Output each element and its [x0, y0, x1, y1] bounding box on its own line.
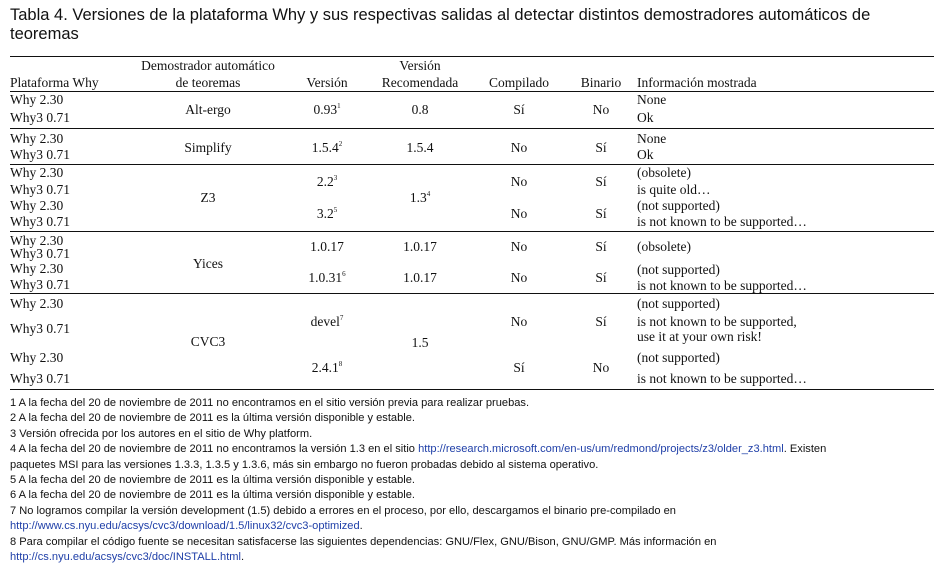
version-cell: [296, 102, 358, 118]
platform-cell: Why 2.30: [10, 165, 64, 180]
version-cell: [296, 270, 358, 286]
version-value: 2.4.1: [311, 360, 339, 375]
platform-cell: Why 2.30: [10, 198, 64, 213]
simplify-rule: [10, 164, 934, 165]
version-value: devel: [310, 314, 340, 329]
recommended-cell: 1.0.17: [403, 239, 437, 254]
footnote-7-after: .: [359, 520, 363, 533]
platform-cell: Why3 0.71: [10, 246, 70, 261]
recommended-value: 1.3: [409, 190, 427, 205]
platform-cell: Why3 0.71: [10, 182, 70, 197]
info-cell: (not supported): [637, 350, 720, 365]
footnote-8-link-line: [10, 550, 930, 565]
info-cell: is not known to be supported…: [637, 278, 807, 293]
binary-cell: Sí: [595, 174, 607, 189]
footnote-2: 2 A la fecha del 20 de noviembre de 2011 es la última versión disponible y estable.: [10, 412, 415, 425]
recommended-cell: 0.8: [411, 102, 429, 117]
prover-cell: Yices: [193, 256, 223, 271]
info-cell: Ok: [637, 110, 654, 125]
info-cell: is not known to be supported…: [637, 214, 807, 229]
compiled-cell: No: [510, 206, 528, 221]
footnote-4-after: . Existen: [783, 443, 827, 456]
binary-cell: No: [592, 102, 610, 117]
version-cell: [296, 140, 358, 156]
version-value: 0.93: [313, 102, 338, 117]
footnote-ref: 6: [342, 270, 346, 278]
footnote-ref: 4: [426, 190, 431, 198]
table-caption: Tabla 4. Versiones de la plataforma Why y sus respectivas salidas al detectar distintos demostradores automáticos de teoremas: [10, 6, 871, 43]
platform-cell: Why3 0.71: [10, 321, 70, 336]
header-recommended-line2: Recomendada: [381, 75, 459, 90]
recommended-cell: 1.5.4: [406, 140, 434, 155]
header-recommended-line1: Versión: [399, 58, 441, 73]
header-version: Versión: [306, 75, 348, 90]
info-cell: (obsolete): [637, 165, 691, 180]
footnote-8: 8 Para compilar el código fuente se necesitan satisfacerse las siguientes dependencias: GNU/Flex, GNU/Bison, GNU/GMP. Más información en: [10, 535, 717, 548]
version-value: 2.2: [316, 174, 334, 189]
z3-older-link[interactable]: http://research.microsoft.com/en-us/um/redmond/projects/z3/older_z3.html: [418, 443, 784, 456]
platform-cell: Why3 0.71: [10, 371, 70, 386]
footnote-ref: 7: [339, 314, 344, 322]
footnote-ref: 1: [337, 102, 341, 110]
recommended-cell: 1.5: [411, 335, 429, 350]
header-info: Información mostrada: [637, 75, 757, 90]
info-cell: (not supported): [637, 198, 720, 213]
version-cell: [296, 360, 358, 376]
info-cell: (not supported): [637, 296, 720, 311]
header-rule: [10, 91, 934, 92]
bottom-rule: [10, 389, 934, 390]
z3-rule: [10, 231, 934, 232]
version-cell: [296, 174, 358, 190]
header-platform: Plataforma Why: [10, 75, 99, 90]
binary-cell: No: [592, 360, 610, 375]
header-prover-line1: Demostrador automático: [141, 58, 275, 73]
recommended-cell: 1.0.17: [403, 270, 437, 285]
compiled-cell: No: [510, 270, 528, 285]
compiled-cell: No: [510, 174, 528, 189]
version-cell: 1.0.17: [310, 239, 344, 254]
header-compiled: Compilado: [489, 75, 549, 90]
footnote-6: 6 A la fecha del 20 de noviembre de 2011 es la última versión disponible y estable.: [10, 489, 415, 502]
binary-cell: Sí: [595, 140, 607, 155]
version-value: 1.0.31: [308, 270, 343, 285]
footnote-5: 5 A la fecha del 20 de noviembre de 2011 es la última versión disponible y estable.: [10, 474, 415, 487]
prover-cell: Alt-ergo: [185, 102, 231, 117]
platform-cell: Why 2.30: [10, 296, 64, 311]
platform-cell: Why 2.30: [10, 261, 64, 276]
footnote-ref: 8: [338, 360, 343, 368]
compiled-cell: Sí: [513, 360, 525, 375]
binary-cell: Sí: [595, 314, 607, 329]
info-cell: Ok: [637, 147, 654, 162]
recommended-cell: [370, 190, 470, 206]
footnotes: [10, 396, 930, 565]
header-binary: Binario: [580, 75, 622, 90]
platform-cell: Why 2.30: [10, 350, 64, 365]
prover-cell: Simplify: [184, 140, 232, 155]
version-cell: [296, 314, 358, 330]
footnote-7: 7 No logramos compilar la versión development (1.5) debido a errores en el proceso, por ello, descargamos el binario pre-compilado en: [10, 504, 676, 517]
cvc3-install-link[interactable]: http://cs.nyu.edu/acsys/cvc3/doc/INSTALL.html: [10, 551, 242, 564]
header-prover-line2: de teoremas: [175, 75, 241, 90]
info-cell: is not known to be supported…: [637, 371, 807, 386]
version-value: 3.2: [316, 206, 334, 221]
footnote-4: [10, 442, 930, 457]
platform-cell: Why3 0.71: [10, 277, 70, 292]
platform-cell: Why3 0.71: [10, 214, 70, 229]
version-value: 1.5.4: [311, 140, 339, 155]
binary-cell: Sí: [595, 239, 607, 254]
info-cell: is not known to be supported,: [637, 314, 797, 329]
platform-cell: Why 2.30: [10, 131, 64, 146]
info-cell: (not supported): [637, 262, 720, 277]
info-cell: None: [637, 92, 667, 107]
info-cell: (obsolete): [637, 239, 691, 254]
compiled-cell: No: [510, 314, 528, 329]
footnote-1: 1 A la fecha del 20 de noviembre de 2011 no encontramos en el sitio versión previa para realizar pruebas.: [10, 397, 530, 409]
altergo-rule: [10, 128, 934, 129]
compiled-cell: No: [510, 239, 528, 254]
footnote-4-text: 4 A la fecha del 20 de noviembre de 2011 no encontramos la versión 1.3 en el sitio: [10, 443, 419, 456]
prover-cell: CVC3: [190, 334, 226, 349]
cvc3-download-link[interactable]: http://www.cs.nyu.edu/acsys/cvc3/download/1.5/linux32/cvc3-optimized: [10, 520, 360, 533]
compiled-cell: Sí: [513, 102, 525, 117]
platform-cell: Why3 0.71: [10, 147, 70, 162]
platform-cell: Why3 0.71: [10, 110, 70, 125]
top-rule: [10, 56, 934, 57]
version-cell: [296, 206, 358, 222]
info-cell: is quite old…: [637, 182, 711, 197]
footnote-ref: 2: [338, 140, 343, 148]
footnote-3: 3 Versión ofrecida por los autores en el sitio de Why platform.: [10, 427, 313, 440]
prover-cell: Z3: [200, 190, 216, 205]
binary-cell: Sí: [595, 270, 607, 285]
footnote-ref: 5: [333, 206, 338, 214]
info-cell: None: [637, 131, 667, 146]
compiled-cell: No: [510, 140, 528, 155]
footnote-8-after: .: [241, 551, 245, 564]
footnote-7-link-line: [10, 519, 930, 534]
info-cell: use it at your own risk!: [637, 329, 762, 344]
footnote-ref: 3: [333, 174, 338, 182]
footnote-4-continuation: paquetes MSI para las versiones 1.3.3, 1.3.5 y 1.3.6, más sin embargo no fueron probadas debido al sistema operativo.: [10, 458, 599, 471]
platform-cell: Why 2.30: [10, 92, 64, 107]
binary-cell: Sí: [595, 206, 607, 221]
platform-cell: Why 2.30: [10, 233, 64, 248]
